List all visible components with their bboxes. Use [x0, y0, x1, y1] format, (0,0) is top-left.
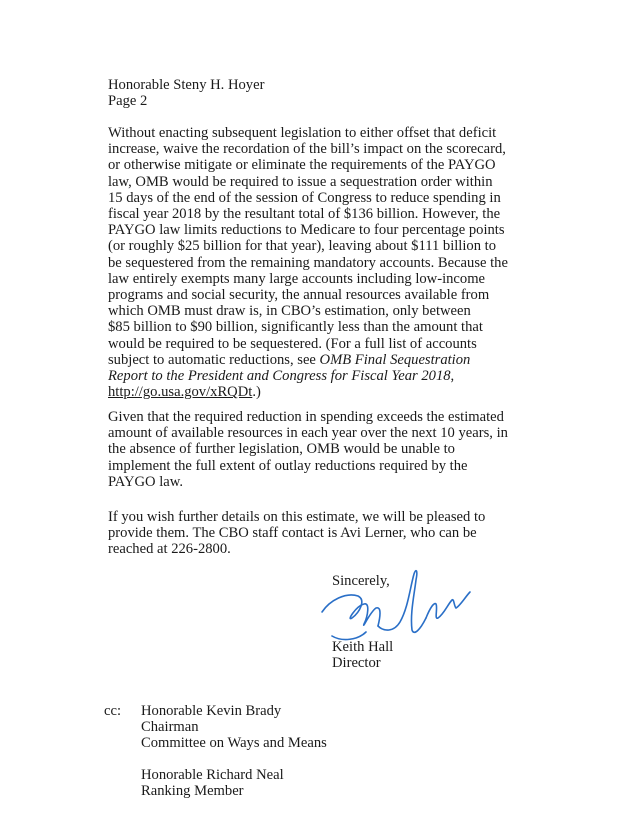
- text-line: (or roughly $25 billion for that year), leaving about $111 billion to: [108, 238, 497, 255]
- text-line: law, OMB would be required to issue a sequestration order within: [108, 173, 493, 190]
- report-title: OMB Final Sequestration: [319, 351, 471, 368]
- text-line: would be required to be sequestered. (For a full list of accounts: [108, 335, 477, 352]
- text-line: [108, 384, 528, 400]
- text-line: $85 billion to $90 billion, significantly less than the amount that: [108, 319, 483, 336]
- closing-salutation: Sincerely,: [332, 573, 390, 589]
- cc-label: cc:: [104, 703, 122, 719]
- omb-report-link[interactable]: http://go.usa.gov/xRQDt: [108, 384, 253, 401]
- text-line: PAYGO law.: [108, 473, 184, 490]
- text-line: Given that the required reduction in spending exceeds the estimated: [108, 409, 504, 425]
- cc-recipient-name: Honorable Richard Neal: [141, 767, 284, 783]
- text-line: 15 days of the end of the session of Congress to reduce spending in: [108, 189, 501, 206]
- cc-recipient-name: Honorable Kevin Brady: [141, 703, 282, 719]
- text-segment: subject to automatic reductions, see: [108, 351, 320, 368]
- paragraph-resources: [108, 409, 528, 490]
- text-line: implement the full extent of outlay reductions required by the: [108, 457, 468, 474]
- text-line: If you wish further details on this estimate, we will be pleased to: [108, 509, 486, 525]
- cc-recipient-role: Chairman: [141, 719, 199, 735]
- text-line: which OMB must draw is, in CBO’s estimation, only between: [108, 303, 471, 320]
- cc-recipient-committee: Committee on Ways and Means: [141, 735, 327, 751]
- text-line: law entirely exempts many large accounts including low-income: [108, 270, 486, 287]
- text-line: fiscal year 2018 by the resultant total of $136 billion. However, the: [108, 206, 501, 223]
- header-page-number: Page 2: [108, 93, 148, 109]
- text-line: reached at 226-2800.: [108, 541, 231, 558]
- signatory-title: Director: [332, 655, 381, 671]
- text-line: provide them. The CBO staff contact is Avi Lerner, who can be: [108, 525, 477, 542]
- text-line: Without enacting subsequent legislation to either offset that deficit: [108, 125, 497, 141]
- text-line: programs and social security, the annual resources available from: [108, 287, 490, 304]
- header-recipient: Honorable Steny H. Hoyer: [108, 77, 265, 93]
- text-line: be sequestered from the remaining mandatory accounts. Because the: [108, 254, 508, 271]
- cc-recipient-role: Ranking Member: [141, 783, 244, 799]
- text-segment: .): [252, 384, 261, 401]
- text-line: amount of available resources in each year over the next 10 years, in: [108, 425, 508, 442]
- text-line: [108, 368, 528, 384]
- text-line: increase, waive the recordation of the bill’s impact on the scorecard,: [108, 141, 506, 158]
- text-segment: ,: [450, 368, 455, 385]
- signatory-name: Keith Hall: [332, 639, 394, 655]
- report-title-continued: Report to the President and Congress for Fiscal Year 2018: [108, 368, 451, 385]
- paragraph-sequestration: [108, 125, 528, 400]
- text-line: [108, 352, 528, 368]
- text-line: or otherwise mitigate or eliminate the requirements of the PAYGO: [108, 157, 496, 174]
- text-line: PAYGO law limits reductions to Medicare to four percentage points: [108, 222, 505, 239]
- paragraph-contact: [108, 509, 528, 558]
- text-line: the absence of further legislation, OMB would be unable to: [108, 441, 455, 458]
